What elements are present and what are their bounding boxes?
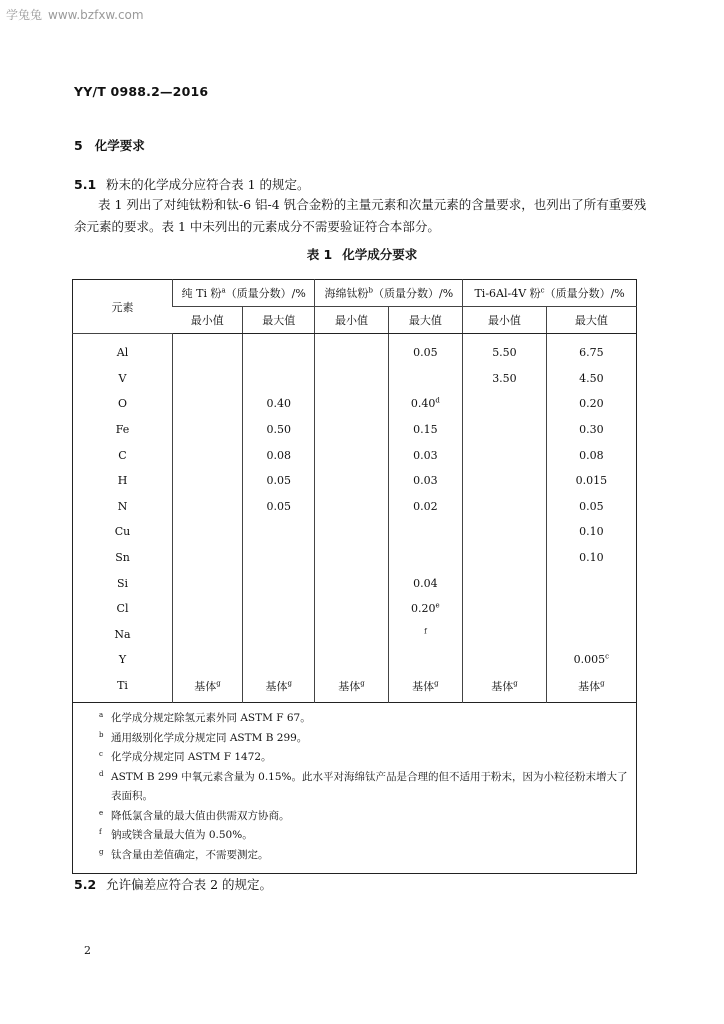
value-cell: [546, 545, 636, 571]
footnote-text: 化学成分规定同 ASTM F 1472。: [111, 751, 272, 764]
value-cell: [243, 442, 315, 468]
value-text: 基体: [412, 679, 435, 693]
element-cell: C: [118, 448, 127, 462]
value-text: 基体: [194, 679, 217, 693]
group-unit: （质量分数）/%: [373, 287, 454, 300]
value-text: 0.05: [413, 346, 438, 360]
value-cell: [315, 468, 388, 494]
value-cell: [315, 622, 388, 648]
value-cell: [463, 417, 546, 443]
min-header: 最小值: [463, 307, 546, 334]
value-cell: [388, 366, 463, 392]
footnote-item: [99, 768, 636, 807]
value-cell: [388, 468, 463, 494]
value-cell: [463, 391, 546, 417]
value-text: 基体: [578, 679, 601, 693]
element-cell: Si: [116, 576, 129, 590]
group-label: 海绵钛粉: [324, 287, 369, 300]
footnote-mark: g: [99, 847, 104, 856]
value-cell: [463, 519, 546, 545]
footnote-text: 化学成分规定除氢元素外同 ASTM F 67。: [111, 712, 311, 725]
footnote-text: 钠或镁含量最大值为 0.50%。: [111, 829, 253, 842]
value-cell: [546, 570, 636, 596]
footnote-mark: d: [99, 769, 104, 778]
value-text: 0.08: [579, 448, 604, 462]
value-text: 0.20: [579, 397, 604, 411]
max-header: 最大值: [243, 307, 315, 334]
footnote-item: [99, 846, 636, 866]
clause-5-2-number: 5.2: [74, 877, 97, 892]
table-caption: [0, 245, 724, 263]
value-cell: [463, 570, 546, 596]
value-cell: [173, 647, 243, 673]
value-text: 0.005: [573, 653, 606, 667]
value-cell: [463, 442, 546, 468]
footnote-item: [99, 748, 636, 768]
value-cell: [546, 673, 636, 703]
value-cell: [315, 673, 388, 703]
value-text: 0.05: [579, 499, 604, 513]
value-cell: [243, 468, 315, 494]
value-text: 0.10: [579, 525, 604, 539]
value-cell: [388, 596, 463, 622]
value-text: 0.30: [579, 423, 604, 437]
group-header: [315, 280, 463, 307]
clause-5-1-text: 粉末的化学成分应符合表 1 的规定。: [106, 177, 310, 192]
clause-5-1-number: 5.1: [74, 177, 97, 192]
value-cell: [243, 334, 315, 366]
element-cell: Cu: [114, 525, 131, 539]
table-row: [73, 596, 637, 622]
value-text: 0.04: [413, 576, 438, 590]
value-cell: [243, 545, 315, 571]
footnote-item: [99, 729, 636, 749]
watermark-name: 学兔兔: [6, 8, 43, 22]
footnote-list: [99, 709, 636, 865]
value-cell: [173, 596, 243, 622]
value-text: 4.50: [579, 371, 604, 385]
value-text: 0.03: [413, 448, 438, 462]
footnote-item: [99, 709, 636, 729]
footnotes: [73, 703, 637, 874]
footnote-ref: c: [540, 286, 545, 295]
value-text: 0.20: [411, 602, 436, 616]
value-text: 0.02: [413, 499, 438, 513]
table-row: [73, 570, 637, 596]
value-cell: [546, 596, 636, 622]
value-cell: [243, 519, 315, 545]
element-cell: Y: [118, 653, 127, 667]
value-cell: [315, 417, 388, 443]
table-row: [73, 647, 637, 673]
document-number: YY/T 0988.2—2016: [74, 84, 209, 99]
value-cell: [243, 673, 315, 703]
value-text: 0.50: [266, 423, 292, 437]
element-cell: Al: [116, 346, 129, 360]
value-cell: [388, 417, 463, 443]
value-cell: [463, 494, 546, 520]
value-cell: [388, 622, 463, 648]
footnote-mark: b: [99, 730, 104, 739]
value-cell: [388, 647, 463, 673]
table-row: [73, 545, 637, 571]
value-cell: [173, 673, 243, 703]
value-cell: [315, 334, 388, 366]
table-row: [73, 673, 637, 703]
table-body: [73, 334, 637, 703]
element-cell: N: [117, 499, 128, 513]
value-cell: [173, 494, 243, 520]
footnote-ref: g: [360, 678, 365, 687]
value-cell: [173, 391, 243, 417]
table-row: [73, 391, 637, 417]
value-text: 6.75: [579, 346, 604, 360]
value-cell: [546, 366, 636, 392]
value-cell: [546, 647, 636, 673]
footnote-mark: e: [99, 808, 104, 817]
value-cell: [315, 570, 388, 596]
value-cell: [243, 391, 315, 417]
footnote-item: [99, 826, 636, 846]
table-row: [73, 494, 637, 520]
group-label: Ti-6Al-4V 粉: [474, 287, 541, 300]
value-cell: [173, 468, 243, 494]
footnote-ref: b: [368, 286, 373, 295]
table-caption-number: 表 1: [306, 247, 333, 262]
element-cell: Fe: [115, 423, 130, 437]
watermark-url: www.bzfxw.com: [48, 8, 144, 22]
footnote-text: ASTM B 299 中氧元素含量为 0.15%。此水平对海绵钛产品是合理的但不适用于粉末，因为小粒径粉末增大了表面积。: [111, 770, 628, 803]
clause-5-2: [74, 875, 272, 893]
footnote-mark: c: [99, 750, 103, 759]
value-cell: [388, 545, 463, 571]
value-cell: [243, 417, 315, 443]
footnote-text: 降低氯含量的最大值由供需双方协商。: [111, 809, 290, 822]
value-cell: [463, 366, 546, 392]
section-number: 5: [74, 138, 83, 153]
value-text: 0.03: [413, 474, 438, 488]
value-cell: [388, 494, 463, 520]
value-cell: [243, 494, 315, 520]
value-cell: [243, 596, 315, 622]
value-cell: [546, 334, 636, 366]
value-cell: [243, 622, 315, 648]
table-description: 表 1 列出了对纯钛粉和钛-6 铝-4 钒合金粉的主量元素和次量元素的含量要求，也列出了所有重要残余元素的要求。表 1 中未列出的元素成分不需要验证符合本部分。: [74, 197, 647, 234]
min-header: 最小值: [173, 307, 243, 334]
value-cell: [463, 673, 546, 703]
element-cell: Ti: [117, 679, 128, 693]
value-cell: [243, 570, 315, 596]
table-row: [73, 519, 637, 545]
value-cell: [243, 366, 315, 392]
watermark: [6, 6, 144, 23]
table-row: [73, 334, 637, 366]
table-row: [73, 622, 637, 648]
value-cell: [315, 391, 388, 417]
min-header: 最小值: [315, 307, 388, 334]
value-text: 3.50: [492, 371, 517, 385]
group-label: 纯 Ti 粉: [181, 287, 222, 300]
value-cell: [173, 417, 243, 443]
clause-5-2-text: 允许偏差应符合表 2 的规定。: [106, 877, 273, 892]
value-cell: [315, 596, 388, 622]
value-text: 5.50: [492, 346, 517, 360]
value-text: 0.05: [266, 474, 292, 488]
footnote-ref: g: [600, 678, 605, 687]
group-unit: （质量分数）/%: [544, 287, 625, 300]
table-row: [73, 442, 637, 468]
footnote-ref: g: [287, 678, 292, 687]
value-cell: [173, 519, 243, 545]
value-cell: [388, 391, 463, 417]
group-header: [463, 280, 637, 307]
group-header: [173, 280, 315, 307]
value-text: 基体: [265, 679, 288, 693]
value-cell: [546, 622, 636, 648]
footnote-text: 通用级别化学成分规定同 ASTM B 299。: [111, 731, 308, 744]
value-cell: [315, 494, 388, 520]
value-cell: [173, 545, 243, 571]
value-cell: [388, 334, 463, 366]
element-cell: Sn: [115, 551, 130, 565]
page-number: 2: [84, 944, 91, 957]
value-cell: [546, 468, 636, 494]
value-cell: [388, 570, 463, 596]
element-cell: O: [117, 397, 128, 411]
chemical-composition-table: [72, 279, 637, 874]
element-cell: Na: [114, 627, 131, 641]
footnote-ref: a: [221, 286, 226, 295]
table-row: [73, 468, 637, 494]
table-row: [73, 417, 637, 443]
footnote-ref: g: [216, 678, 221, 687]
value-text: 0.40: [266, 397, 292, 411]
value-cell: [315, 366, 388, 392]
value-text: 0.40: [410, 397, 436, 411]
value-cell: [546, 417, 636, 443]
footnote-ref: f: [424, 627, 427, 636]
max-header: 最大值: [388, 307, 463, 334]
footnote-text: 钛含量由差值确定，不需要测定。: [111, 848, 269, 861]
value-cell: [546, 442, 636, 468]
value-cell: [388, 673, 463, 703]
value-text: 0.05: [266, 499, 292, 513]
value-cell: [243, 647, 315, 673]
value-cell: [546, 391, 636, 417]
element-cell: H: [117, 474, 128, 488]
value-cell: [463, 545, 546, 571]
footnote-ref: g: [513, 678, 518, 687]
value-text: 0.15: [413, 423, 438, 437]
value-cell: [463, 468, 546, 494]
value-cell: [173, 334, 243, 366]
section-heading: [74, 136, 145, 154]
value-cell: [463, 622, 546, 648]
value-cell: [463, 334, 546, 366]
value-cell: [315, 545, 388, 571]
element-header: 元素: [73, 280, 173, 334]
value-cell: [173, 622, 243, 648]
table-row: [73, 366, 637, 392]
value-text: 基体: [491, 679, 514, 693]
footnote-mark: f: [99, 828, 102, 837]
value-text: 基体: [338, 679, 361, 693]
value-cell: [173, 570, 243, 596]
footnote-mark: a: [99, 711, 104, 720]
value-cell: [546, 519, 636, 545]
value-cell: [463, 647, 546, 673]
max-header: 最大值: [546, 307, 636, 334]
section-title: 化学要求: [94, 138, 145, 153]
value-text: 0.015: [575, 474, 608, 488]
element-cell: V: [118, 371, 127, 385]
value-cell: [173, 442, 243, 468]
value-cell: [315, 647, 388, 673]
value-cell: [315, 442, 388, 468]
value-cell: [173, 366, 243, 392]
clause-5-1: [74, 174, 654, 196]
element-cell: Cl: [116, 602, 129, 616]
footnote-ref: e: [435, 601, 440, 610]
value-cell: [463, 596, 546, 622]
value-cell: [315, 519, 388, 545]
footnote-ref: c: [605, 652, 610, 661]
group-unit: （质量分数）/%: [225, 287, 306, 300]
value-text: 0.10: [579, 551, 604, 565]
footnote-ref: g: [434, 678, 439, 687]
footnote-ref: d: [435, 396, 440, 405]
footnote-item: [99, 807, 636, 827]
value-cell: [388, 519, 463, 545]
value-cell: [546, 494, 636, 520]
value-text: 0.08: [266, 448, 292, 462]
table-caption-title: 化学成分要求: [342, 247, 418, 262]
value-cell: [388, 442, 463, 468]
